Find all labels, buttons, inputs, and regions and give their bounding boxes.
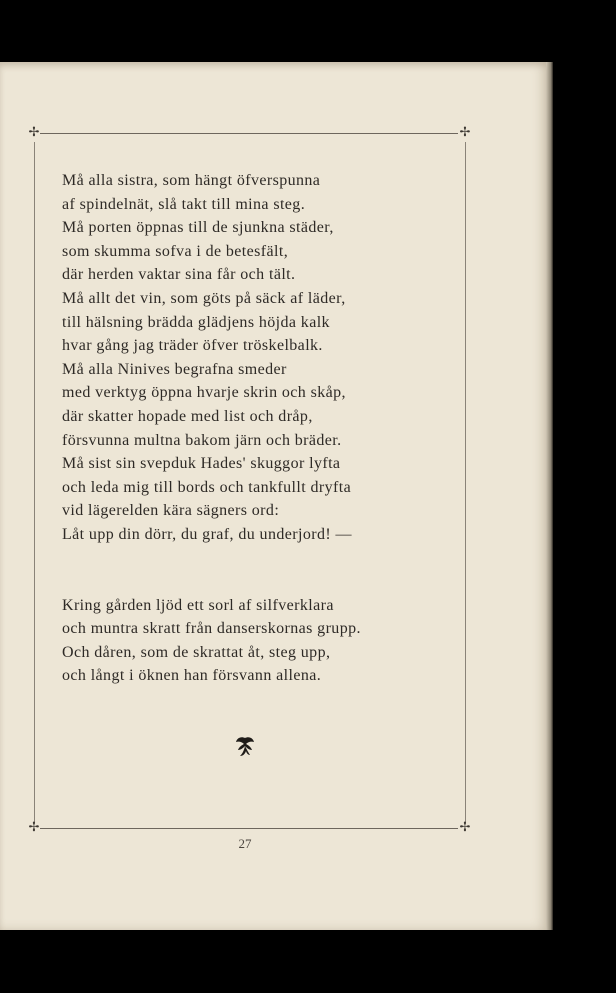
poem-text xyxy=(62,169,442,688)
stanza-break xyxy=(62,547,442,594)
corner-ornament-icon: ✢ xyxy=(28,820,40,835)
poem-line: och leda mig till bords och tankfullt dryfta xyxy=(62,478,352,496)
corner-ornament-icon: ✢ xyxy=(459,820,471,835)
page-number: 27 xyxy=(238,836,252,851)
poem-line: Kring gården ljöd ett sorl af silfverklara xyxy=(62,596,334,614)
corner-ornament-icon: ✢ xyxy=(459,125,471,140)
poem-line: där skatter hopade med list och dråp, xyxy=(62,407,313,425)
poem-line: som skumma sofva i de betesfält, xyxy=(62,242,289,260)
poem-line: försvunna multna bakom järn och bräder. xyxy=(62,431,342,449)
poem-line: och långt i öknen han försvann allena. xyxy=(62,667,322,685)
poem-line: Må allt det vin, som göts på säck af läder, xyxy=(62,289,346,307)
poem-line: med verktyg öppna hvarje skrin och skåp, xyxy=(62,384,346,402)
poem-line: Må alla Ninives begrafna smeder xyxy=(62,360,287,378)
frame-right-rule xyxy=(465,142,466,822)
poem-line: af spindelnät, slå takt till mina steg. xyxy=(62,195,306,213)
page-edge xyxy=(546,62,553,930)
frame-top-rule xyxy=(40,133,458,134)
poem-line: där herden vaktar sina får och tält. xyxy=(62,266,296,284)
poem-line: till hälsning brädda glädjens höjda kalk xyxy=(62,313,330,331)
poem-line: Låt upp din dörr, du graf, du underjord! — xyxy=(62,525,352,543)
fleuron-icon xyxy=(232,734,258,760)
poem-line: Må porten öppnas till de sjunkna städer, xyxy=(62,219,334,237)
frame-bottom-rule xyxy=(40,828,458,829)
poem-line: Och dåren, som de skrattat åt, steg upp, xyxy=(62,643,331,661)
poem-line: Må sist sin svepduk Hades' skuggor lyfta xyxy=(62,455,341,473)
corner-ornament-icon: ✢ xyxy=(28,125,40,140)
poem-line: hvar gång jag träder öfver tröskelbalk. xyxy=(62,337,323,355)
poem-line: och muntra skratt från danserskornas grupp. xyxy=(62,620,361,638)
frame-left-rule xyxy=(34,142,35,822)
poem-line: vid lägerelden kära sägners ord: xyxy=(62,502,280,520)
poem-line: Må alla sistra, som hängt öfverspunna xyxy=(62,172,321,189)
